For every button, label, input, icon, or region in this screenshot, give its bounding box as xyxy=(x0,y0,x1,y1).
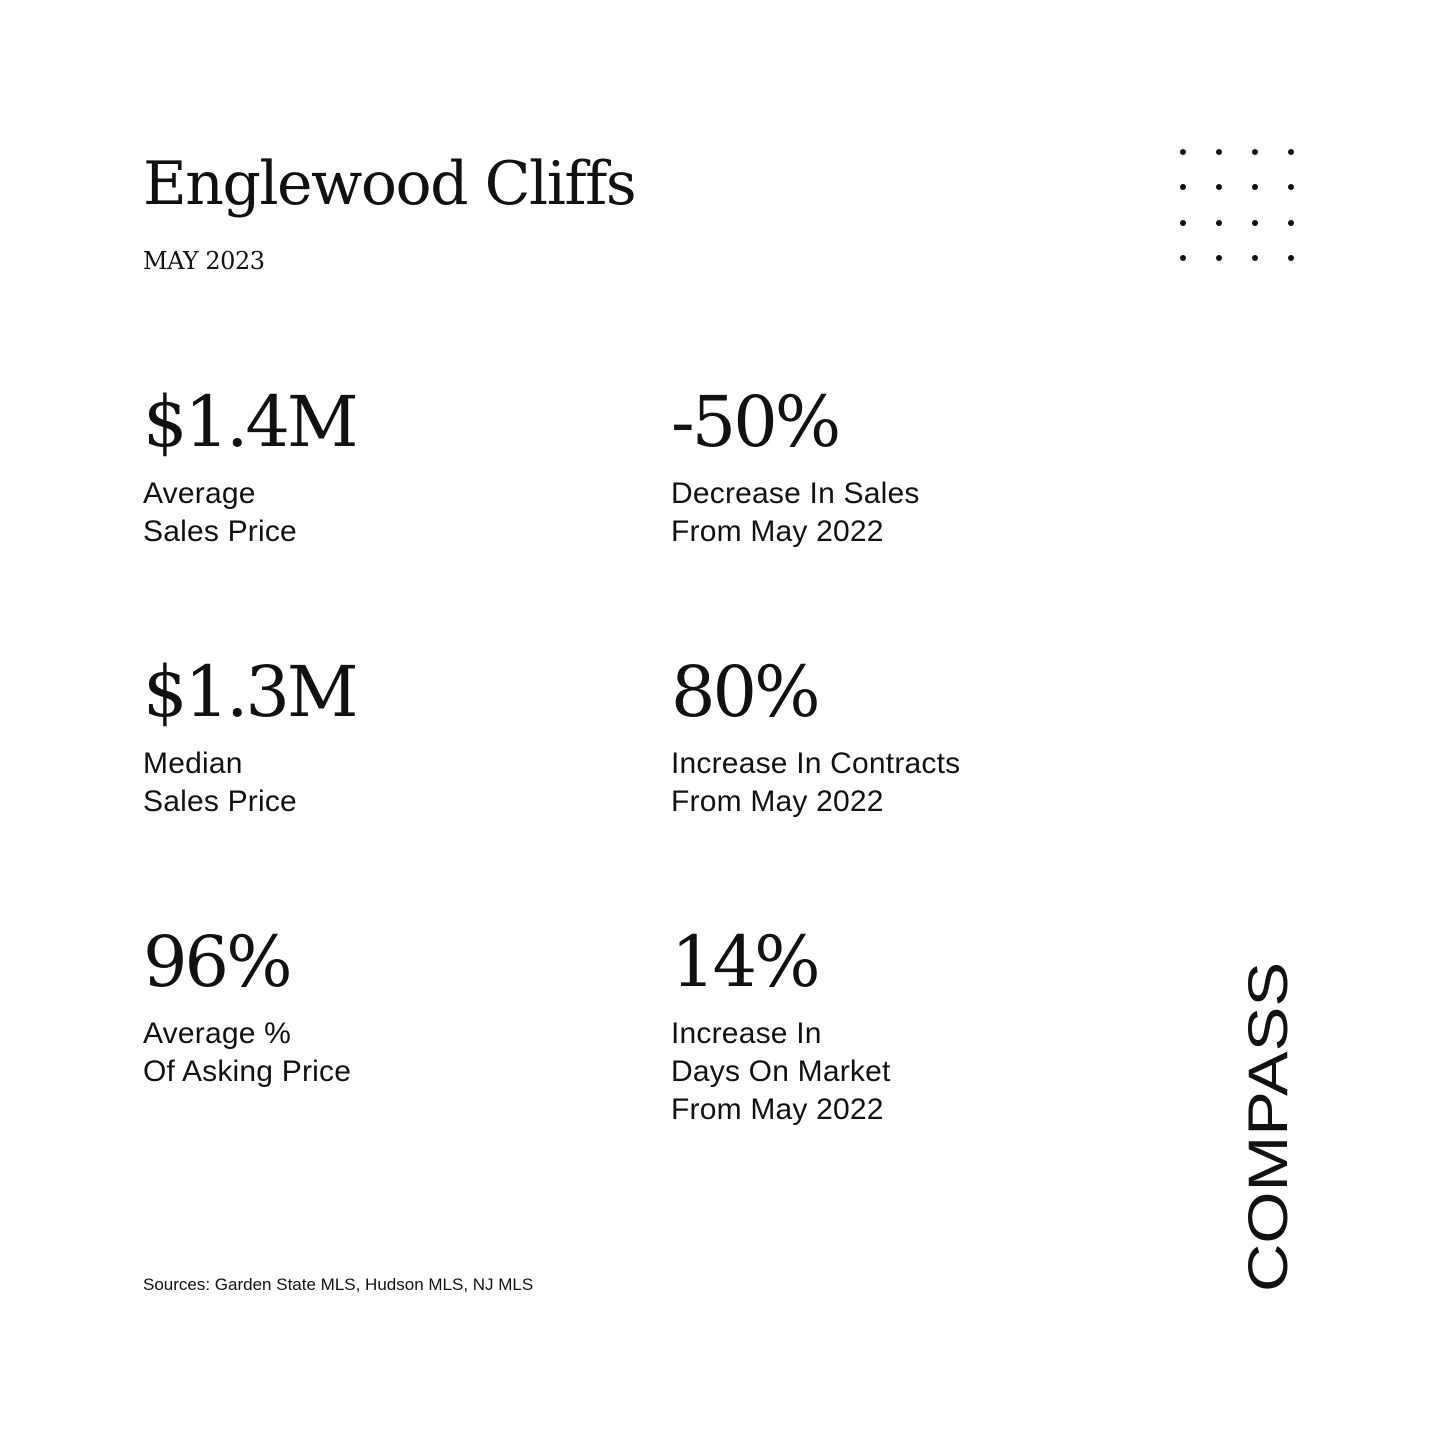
stat-contracts-change xyxy=(671,652,1151,821)
stat-median-sales-price xyxy=(143,652,623,821)
stat-label: Average Sales Price xyxy=(143,477,297,548)
stat-value: $1.3M xyxy=(143,651,356,733)
stat-label: Decrease In Sales From May 2022 xyxy=(671,477,920,548)
stat-value: $1.4M xyxy=(143,381,356,463)
stat-sales-change xyxy=(671,382,1151,551)
stat-label: Average % Of Asking Price xyxy=(143,1017,352,1088)
stat-label: Median Sales Price xyxy=(143,747,297,818)
stat-label: Increase In Contracts From May 2022 xyxy=(671,747,961,818)
report-date: MAY 2023 xyxy=(143,247,265,275)
stat-value: 14% xyxy=(671,921,818,1003)
stat-percent-of-asking xyxy=(143,922,623,1091)
compass-logo xyxy=(1234,956,1296,1296)
stat-value: 80% xyxy=(671,651,818,733)
stat-label: Increase In Days On Market From May 2022 xyxy=(671,1017,891,1126)
logo-text: COMPASS xyxy=(1236,1016,1296,1292)
page-title: Englewood Cliffs xyxy=(143,149,636,219)
stat-days-on-market-change xyxy=(671,922,1151,1129)
stat-value: 96% xyxy=(143,921,290,1003)
dot-grid-decoration xyxy=(1175,144,1301,270)
stat-value: -50% xyxy=(671,381,839,463)
stat-average-sales-price xyxy=(143,382,623,551)
sources-note: Sources: Garden State MLS, Hudson MLS, NJ MLS xyxy=(143,1275,534,1294)
